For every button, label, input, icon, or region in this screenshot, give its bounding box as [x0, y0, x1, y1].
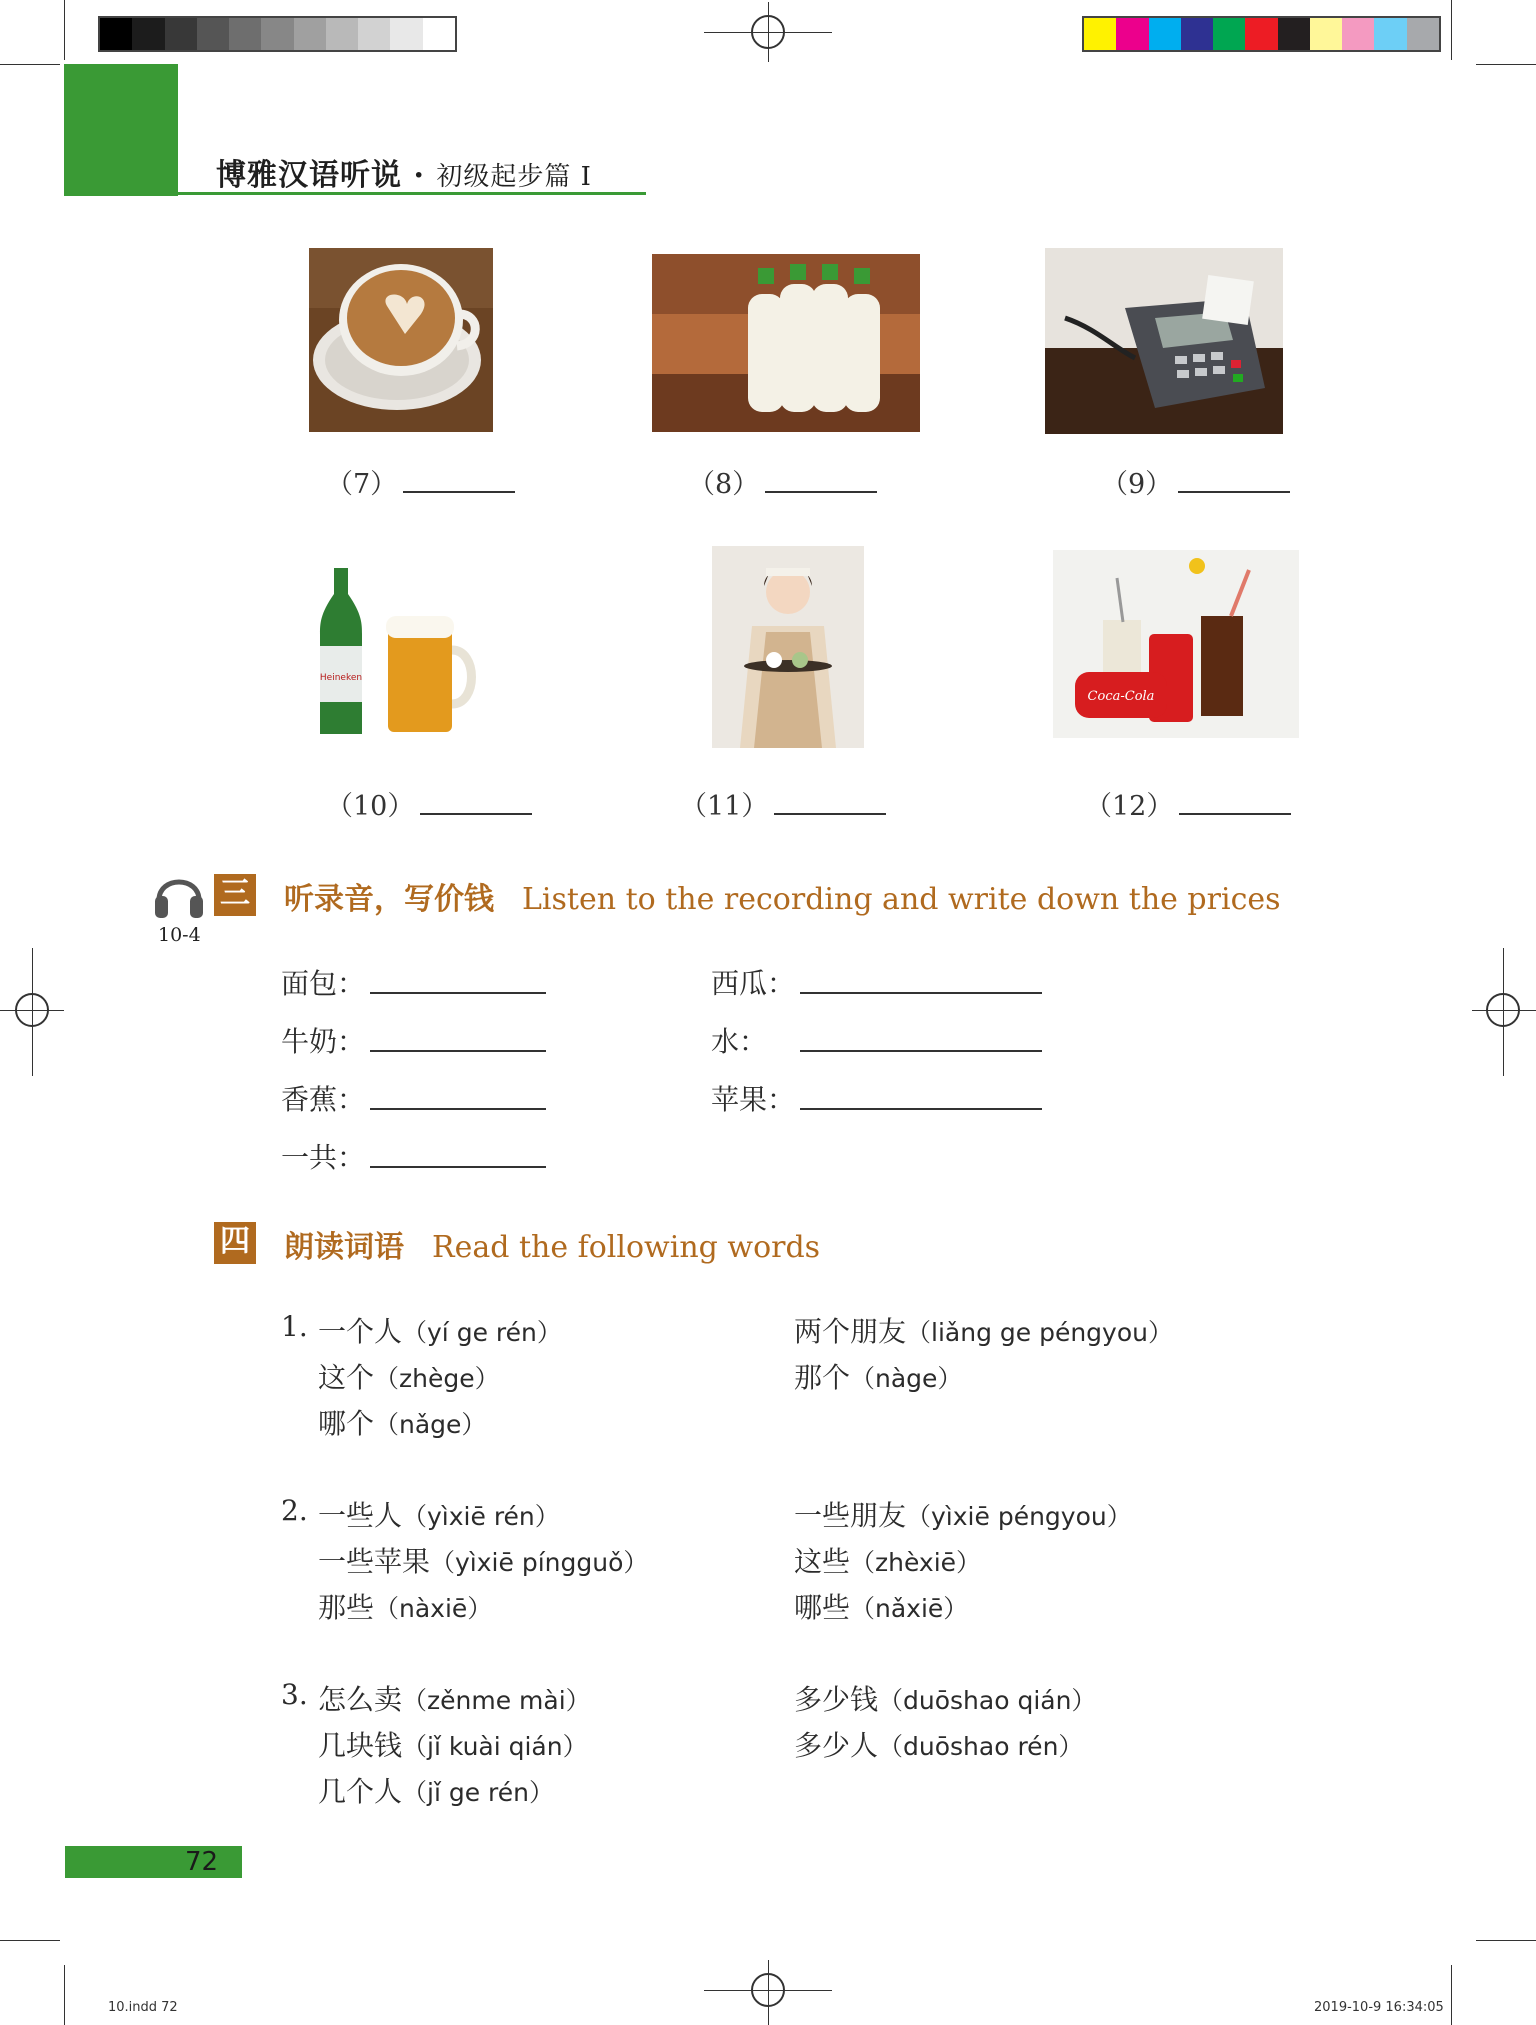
milk-bottles-image — [652, 254, 920, 432]
word-item: 一些朋友（yìxiē péngyou） — [794, 1499, 1132, 1532]
section-4-title-en: Read the following words — [432, 1230, 821, 1265]
running-header — [216, 150, 592, 194]
word-item: 多少人（duōshao rén） — [794, 1729, 1084, 1762]
word-item: 一个人（yí ge rén） — [318, 1315, 562, 1348]
price-item-apple: 苹果： — [711, 1083, 796, 1116]
section-3-title-en: Listen to the recording and write down the prices — [522, 882, 1281, 917]
blank-label-12: （12） — [1085, 784, 1291, 823]
section-4-number: 四 — [214, 1222, 256, 1264]
word-item: 怎么卖（zěnme mài） — [318, 1683, 591, 1716]
gray-swatch — [261, 18, 293, 50]
grayscale-calibration-strip — [98, 16, 457, 52]
section-3-number: 三 — [214, 874, 256, 916]
title-separator: · — [413, 158, 425, 193]
price-blank-milk[interactable] — [370, 1050, 546, 1052]
headphones-icon[interactable] — [152, 868, 206, 920]
book-subtitle: 初级起步篇 I — [436, 162, 592, 192]
answer-blank-11[interactable] — [774, 786, 886, 815]
price-blank-banana[interactable] — [370, 1108, 546, 1110]
section-3-title-zh: 听录音，写价钱 — [284, 882, 494, 917]
gray-swatch — [358, 18, 390, 50]
gray-swatch — [326, 18, 358, 50]
color-swatch — [1213, 18, 1245, 50]
blank-label-7: （7） — [326, 462, 515, 501]
gray-swatch — [132, 18, 164, 50]
price-blank-water[interactable] — [800, 1050, 1042, 1052]
word-item: 一些人（yìxiē rén） — [318, 1499, 560, 1532]
color-swatch — [1278, 18, 1310, 50]
word-item: 这些（zhèxiē） — [794, 1545, 982, 1578]
word-item: 那个（nàge） — [794, 1361, 963, 1394]
waitress-image — [712, 546, 864, 748]
slug-filename: 10.indd 72 — [108, 2000, 178, 2015]
color-swatch — [1149, 18, 1181, 50]
color-calibration-strip — [1082, 16, 1441, 52]
section-3-title — [284, 874, 1281, 918]
gray-swatch — [294, 18, 326, 50]
price-blank-watermelon[interactable] — [800, 992, 1042, 994]
answer-blank-10[interactable] — [420, 786, 532, 815]
price-item-watermelon: 西瓜： — [711, 967, 796, 1000]
card-payment-terminal-image — [1045, 248, 1283, 434]
price-item-total: 一共： — [281, 1141, 366, 1174]
color-swatch — [1084, 18, 1116, 50]
price-item-water: 水： — [711, 1025, 768, 1058]
gray-swatch — [423, 18, 455, 50]
word-item: 那些（nàxiē） — [318, 1591, 493, 1624]
gray-swatch — [197, 18, 229, 50]
word-item: 哪个（nǎge） — [318, 1407, 487, 1440]
blank-label-11: （11） — [680, 784, 886, 823]
group-number: 3. — [281, 1678, 308, 1711]
blank-label-10: （10） — [326, 784, 532, 823]
color-swatch — [1342, 18, 1374, 50]
color-swatch — [1181, 18, 1213, 50]
audio-track-number: 10-4 — [158, 924, 201, 946]
book-title: 博雅汉语听说 — [216, 158, 402, 193]
color-swatch — [1245, 18, 1277, 50]
word-item: 一些苹果（yìxiē píngguǒ） — [318, 1545, 649, 1578]
price-blank-apple[interactable] — [800, 1108, 1042, 1110]
price-item-milk: 牛奶： — [281, 1025, 366, 1058]
beer-bottle-and-mug-image — [318, 554, 482, 740]
color-swatch — [1374, 18, 1406, 50]
answer-blank-8[interactable] — [765, 464, 877, 493]
section-4-title — [284, 1222, 820, 1266]
price-blank-total[interactable] — [370, 1166, 546, 1168]
group-number: 1. — [281, 1310, 308, 1343]
section-4-title-zh: 朗读词语 — [284, 1230, 404, 1265]
price-blank-bread[interactable] — [370, 992, 546, 994]
color-swatch — [1116, 18, 1148, 50]
gray-swatch — [390, 18, 422, 50]
blank-label-9: （9） — [1101, 462, 1290, 501]
word-item: 两个朋友（liǎng ge péngyou） — [794, 1315, 1173, 1348]
gray-swatch — [100, 18, 132, 50]
bottle-brand-text: Heineken — [319, 673, 363, 683]
header-green-tab — [64, 64, 178, 196]
cola-can-and-glasses-image — [1053, 550, 1299, 738]
slug-timestamp: 2019-10-9 16:34:05 — [1314, 2000, 1444, 2015]
word-item: 多少钱（duōshao qián） — [794, 1683, 1097, 1716]
color-swatch — [1407, 18, 1439, 50]
group-number: 2. — [281, 1494, 308, 1527]
price-item-bread: 面包： — [281, 967, 366, 1000]
gray-swatch — [165, 18, 197, 50]
word-item: 哪些（nǎxiē） — [794, 1591, 969, 1624]
answer-blank-9[interactable] — [1178, 464, 1290, 493]
price-item-banana: 香蕉： — [281, 1083, 366, 1116]
page-number: 72 — [185, 1847, 219, 1877]
can-brand-text: Coca-Cola — [1087, 689, 1155, 704]
latte-coffee-image — [309, 248, 493, 432]
answer-blank-12[interactable] — [1179, 786, 1291, 815]
word-item: 几块钱（jǐ kuài qián） — [318, 1729, 588, 1762]
color-swatch — [1310, 18, 1342, 50]
gray-swatch — [229, 18, 261, 50]
word-item: 几个人（jǐ ge rén） — [318, 1775, 555, 1808]
answer-blank-7[interactable] — [403, 464, 515, 493]
blank-label-8: （8） — [688, 462, 877, 501]
word-item: 这个（zhège） — [318, 1361, 500, 1394]
